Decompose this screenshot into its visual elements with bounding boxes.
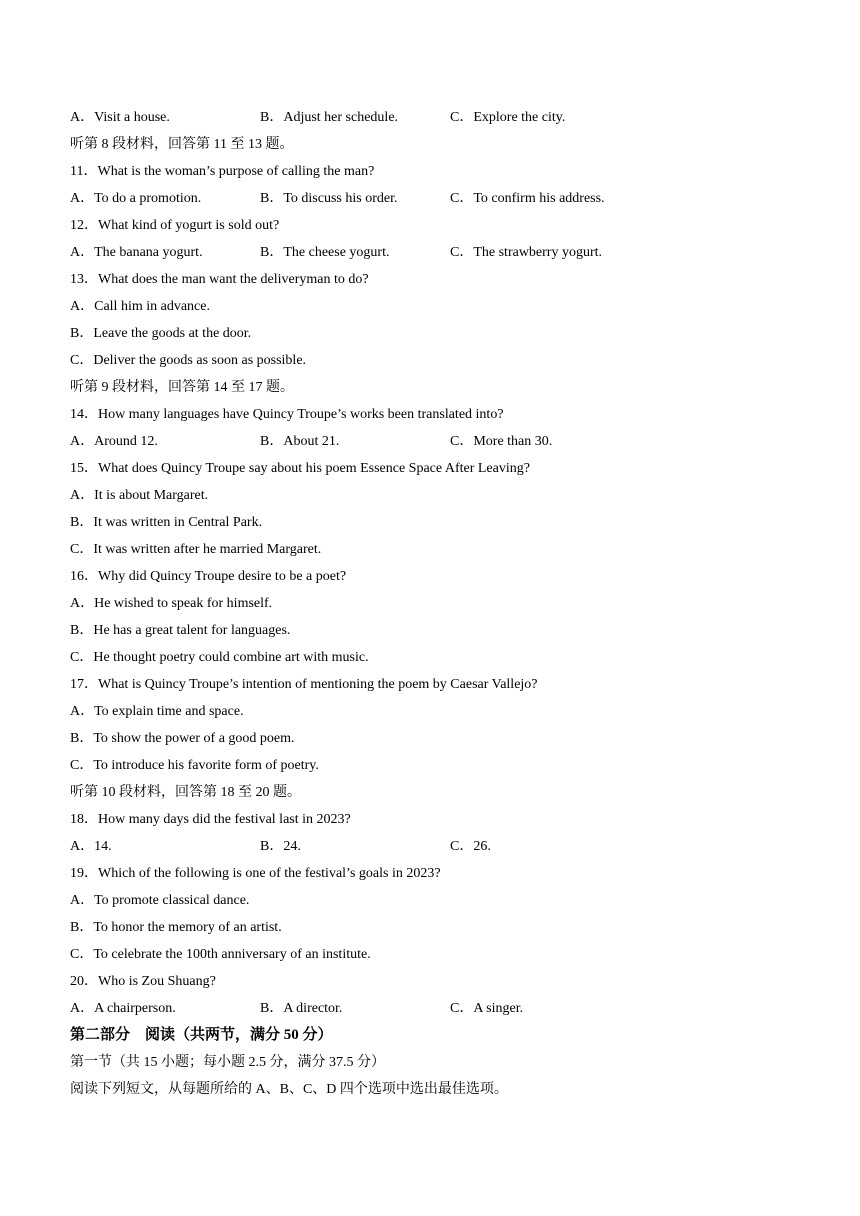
option-c: C．More than 30. bbox=[450, 434, 553, 449]
option-a: A．It is about Margaret. bbox=[70, 488, 209, 503]
option-a: A．To promote classical dance. bbox=[70, 893, 250, 908]
reading-instruction: 阅读下列短文，从每题所给的 A、B、C、D 四个选项中选出最佳选项。 bbox=[70, 1082, 508, 1097]
section-instruction: 听第 9 段材料，回答第 14 至 17 题。 bbox=[70, 380, 294, 395]
question-11: 11．What is the woman’s purpose of calling the man? bbox=[70, 164, 375, 179]
option-a: A．14. bbox=[70, 839, 112, 854]
q10-options bbox=[70, 104, 790, 131]
question-13: 13．What does the man want the deliveryman to do? bbox=[70, 272, 369, 287]
option-b: B．To honor the memory of an artist. bbox=[70, 920, 282, 935]
question-20: 20．Who is Zou Shuang? bbox=[70, 974, 216, 989]
option-c: C．The strawberry yogurt. bbox=[450, 245, 603, 260]
option-a: A．He wished to speak for himself. bbox=[70, 596, 273, 611]
option-a: A．A chairperson. bbox=[70, 1001, 176, 1016]
option-c: C．To celebrate the 100th anniversary of an institute. bbox=[70, 947, 371, 962]
option-b: B．To show the power of a good poem. bbox=[70, 731, 295, 746]
option-b: B．It was written in Central Park. bbox=[70, 515, 263, 530]
question-16: 16．Why did Quincy Troupe desire to be a poet? bbox=[70, 569, 347, 584]
question-17: 17．What is Quincy Troupe’s intention of mentioning the poem by Caesar Vallejo? bbox=[70, 677, 538, 692]
option-c: C．Explore the city. bbox=[450, 110, 566, 125]
q14-options bbox=[70, 428, 790, 455]
option-c: C．He thought poetry could combine art with music. bbox=[70, 650, 369, 665]
option-c: C．Deliver the goods as soon as possible. bbox=[70, 353, 307, 368]
q12-options bbox=[70, 239, 790, 266]
option-c: C．It was written after he married Margaret. bbox=[70, 542, 322, 557]
section-instruction: 听第 8 段材料，回答第 11 至 13 题。 bbox=[70, 137, 294, 152]
question-12: 12．What kind of yogurt is sold out? bbox=[70, 218, 280, 233]
option-c: C．26. bbox=[450, 839, 491, 854]
option-b: B．Leave the goods at the door. bbox=[70, 326, 252, 341]
option-b: B．To discuss his order. bbox=[260, 191, 398, 206]
question-18: 18．How many days did the festival last in 2023? bbox=[70, 812, 351, 827]
option-c: C．To introduce his favorite form of poetry. bbox=[70, 758, 319, 773]
option-b: B．24. bbox=[260, 839, 301, 854]
question-15: 15．What does Quincy Troupe say about his poem Essence Space After Leaving? bbox=[70, 461, 530, 476]
option-b: B．A director. bbox=[260, 1001, 343, 1016]
option-a: A．Call him in advance. bbox=[70, 299, 210, 314]
exam-content bbox=[70, 104, 790, 1103]
option-b: B．The cheese yogurt. bbox=[260, 245, 390, 260]
option-a: A．To explain time and space. bbox=[70, 704, 244, 719]
option-a: A．Visit a house. bbox=[70, 110, 170, 125]
option-a: A．The banana yogurt. bbox=[70, 245, 203, 260]
option-c: C．A singer. bbox=[450, 1001, 524, 1016]
question-19: 19．Which of the following is one of the festival’s goals in 2023? bbox=[70, 866, 441, 881]
section-one-heading: 第一节（共 15 小题；每小题 2.5 分，满分 37.5 分） bbox=[70, 1055, 385, 1070]
option-a: A．To do a promotion. bbox=[70, 191, 202, 206]
option-b: B．He has a great talent for languages. bbox=[70, 623, 291, 638]
question-14: 14．How many languages have Quincy Troupe’s works been translated into? bbox=[70, 407, 504, 422]
q18-options bbox=[70, 833, 790, 860]
option-c: C．To confirm his address. bbox=[450, 191, 605, 206]
section-instruction: 听第 10 段材料，回答第 18 至 20 题。 bbox=[70, 785, 301, 800]
option-b: B．Adjust her schedule. bbox=[260, 110, 399, 125]
q11-options bbox=[70, 185, 790, 212]
option-b: B．About 21. bbox=[260, 434, 340, 449]
option-a: A．Around 12. bbox=[70, 434, 158, 449]
q20-options bbox=[70, 995, 790, 1022]
part-two-heading: 第二部分 阅读（共两节，满分 50 分） bbox=[70, 1027, 333, 1043]
